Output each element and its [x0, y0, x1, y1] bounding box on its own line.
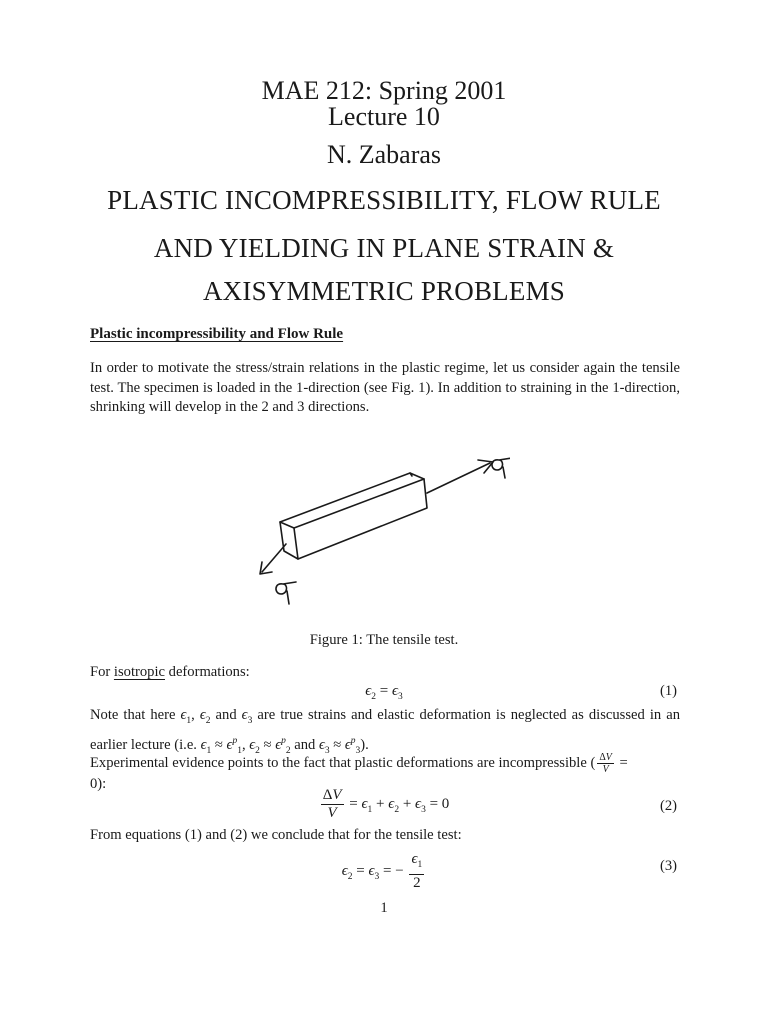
volume-ratio-inline: $\frac{\Delta V}{V}$	[599, 752, 612, 775]
page-number: 1	[380, 900, 388, 916]
lead-prefix: For	[90, 664, 114, 680]
equation-1: $\epsilon_2 = \epsilon_3$	[365, 683, 403, 702]
volume-ratio: $\frac{\Delta V}{V}$	[322, 787, 342, 821]
specimen-top-face	[280, 473, 424, 528]
sigma-symbol-right	[492, 458, 510, 470]
lecture-number: Lecture 10	[328, 102, 440, 131]
equation-2-number: (2)	[659, 798, 677, 814]
note-text-a: Note that here	[90, 707, 181, 723]
tensile-specimen-sketch-icon	[250, 438, 510, 618]
document-title-line-1: PLASTIC INCOMPRESSIBILITY, FLOW RULE	[107, 185, 661, 215]
course-title: MAE 212: Spring 2001	[261, 76, 507, 105]
subscript-one-left	[287, 591, 289, 604]
subscript-one-right	[503, 467, 505, 478]
equation-2: $\frac{\Delta V}{V}$ = $\epsilon_1 + \epsilon_2 + \epsilon_3 = 0$	[322, 787, 450, 821]
isotropic-lead	[90, 664, 250, 681]
intro-paragraph: In order to motivate the stress/strain relations in the plastic regime, let us consider again the tensile test. The specimen is loaded in the 1-direction (see Fig. 1). In addition to straining in the 1-direction, shrinking will develop in the 2 and 3 directions.	[90, 360, 680, 416]
half-strain-fraction: $\frac{\epsilon_1}{2}$	[411, 851, 423, 891]
arrowhead-right	[478, 460, 493, 473]
evidence-paragraph: Experimental evidence points to the fact that plastic deformations are incompressible ( $\frac{\Delta V}{V}$ = 0):	[90, 752, 628, 792]
equation-1-number: (1)	[659, 683, 677, 699]
equation-3-number: (3)	[659, 858, 677, 874]
conclusion-paragraph: From equations (1) and (2) we conclude that for the tensile test:	[90, 827, 462, 843]
section-heading: Plastic incompressibility and Flow Rule	[90, 326, 344, 342]
author-name: N. Zabaras	[326, 140, 442, 169]
document-title-line-3: AXISYMMETRIC PROBLEMS	[202, 276, 565, 306]
load-arrow-right	[427, 463, 490, 493]
lead-suffix: deformations:	[165, 664, 250, 680]
note-text-c: and	[290, 736, 319, 753]
sigma-symbol-left	[276, 582, 296, 594]
figure-caption: Figure 1: The tensile test.	[309, 632, 459, 648]
evidence-text: Experimental evidence points to the fact that plastic deformations are incompressible (	[90, 754, 596, 771]
isotropic-term: isotropic	[113, 664, 165, 680]
load-arrow-left	[262, 544, 286, 572]
note-paragraph: Note that here $\epsilon_1$, $\epsilon_2$ and $\epsilon_3$ are true strains and elastic deformation is neglected as discussed in an earlier lecture (i.e. $\epsilon_1 \approx \epsilon^p_1$, $\epsilon_2 \approx \epsilon^p_2$ and $\epsilon_3 \approx \epsilon^p_3$).	[90, 707, 681, 756]
note-text-d: ).	[360, 736, 369, 753]
note-text-b: are true strains and elastic deformation is neglected as discussed in an earlier lecture (i.e.	[90, 707, 681, 753]
document-title-line-2: AND YIELDING IN PLANE STRAIN &	[153, 233, 615, 263]
evidence-text-end: 0):	[90, 776, 107, 792]
equation-3: $\epsilon_2 = \epsilon_3$ = − $\frac{\epsilon_1}{2}$	[341, 851, 423, 891]
